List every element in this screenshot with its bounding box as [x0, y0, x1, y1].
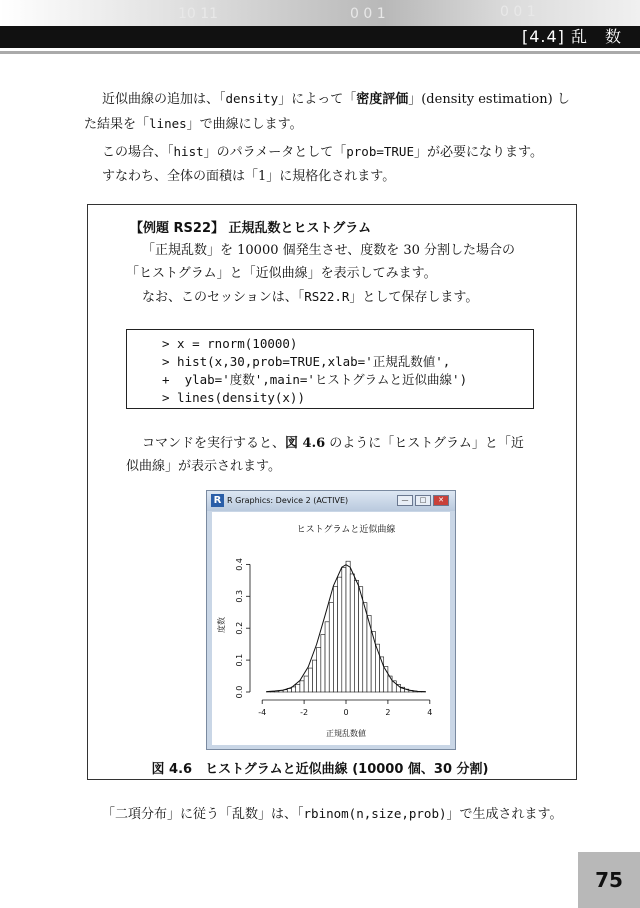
x-tick-label: 2 [385, 708, 391, 717]
window-titlebar[interactable] [207, 491, 455, 511]
y-tick-label: 0.4 [235, 558, 244, 571]
x-tick-label: 0 [343, 708, 349, 717]
code-line: > hist(x,30,prob=TRUE,xlab='正規乱数値', [162, 354, 451, 369]
x-tick-label: -2 [300, 708, 309, 717]
r-graphics-window[interactable] [206, 490, 456, 750]
histogram-bar [363, 603, 367, 692]
header-background [0, 0, 640, 26]
window-title: R Graphics: Device 2 (ACTIVE) [227, 496, 349, 505]
minimize-button[interactable]: — [397, 495, 413, 506]
page-number: 75 [595, 868, 623, 892]
example-text-line-3: なお、このセッションは、「RS22.R」として保存します。 [142, 289, 479, 305]
histogram-bar [329, 603, 333, 692]
intro-paragraph-2: この場合、「hist」のパラメータとして「prob=TRUE」が必要になります。 [102, 144, 543, 160]
y-tick-label: 0.0 [235, 685, 244, 699]
intro-paragraph-1-cont: た結果を「lines」で曲線にします。 [84, 116, 303, 132]
histogram-bar [312, 660, 316, 692]
inline-code: rbinom(n,size,prob) [303, 806, 447, 821]
inline-code: hist [173, 144, 204, 159]
histogram-bar [292, 687, 296, 692]
header-decor-digits: 0 0 1 [350, 6, 386, 22]
histogram-chart [212, 512, 450, 745]
plot-canvas [212, 512, 450, 745]
histogram-bar [359, 587, 363, 692]
histogram-bar [321, 635, 325, 692]
bold-term: 密度評価 [356, 92, 409, 107]
histogram-bar [388, 676, 392, 692]
x-tick-label: -4 [258, 708, 267, 717]
header-decor-digits: 10 11 [178, 6, 219, 22]
histogram-bar [354, 580, 358, 692]
header-decor-digits: 0 0 1 [500, 4, 536, 20]
chart-title: ヒストグラムと近似曲線 [296, 525, 396, 535]
histogram-bar [300, 681, 304, 692]
inline-code: prob=TRUE [346, 144, 414, 159]
code-line: + ylab='度数',main='ヒストグラムと近似曲線') [162, 372, 468, 387]
closing-paragraph: 「二項分布」に従う「乱数」は、「rbinom(n,size,prob)」で生成されます。 [102, 806, 563, 822]
figure-ref: 図 4.6 [285, 436, 326, 451]
r-logo-icon: R [211, 494, 224, 507]
example-after-text-2: 似曲線」が表示されます。 [126, 459, 281, 474]
x-axis-label: 正規乱数値 [326, 729, 366, 738]
intro-paragraph-1: 近似曲線の追加は、「density」によって「密度評価」(density estimation) し [102, 91, 570, 107]
y-tick-label: 0.1 [235, 653, 244, 667]
histogram-bar [346, 561, 350, 692]
example-after-text-1: コマンドを実行すると、図 4.6 のように「ヒストグラム」と「近 [142, 436, 524, 451]
histogram-bar [333, 587, 337, 692]
code-line: > x = rnorm(10000) [162, 336, 298, 351]
histogram-bar [338, 577, 342, 692]
inline-code: density [225, 91, 279, 106]
histogram-bar [342, 568, 346, 692]
histogram-bar [375, 644, 379, 692]
intro-paragraph-3: すなわち、全体の面積は「1」に規格化されます。 [102, 169, 396, 184]
example-text-line-2: 「ヒストグラム」と「近似曲線」を表示してみます。 [126, 266, 437, 281]
histogram-bar [350, 574, 354, 692]
y-axis-label: 度数 [217, 617, 226, 633]
histogram-bar [317, 647, 321, 692]
maximize-button[interactable]: □ [415, 495, 431, 506]
code-line: > lines(density(x)) [162, 390, 305, 405]
section-title: [4.4] 乱 数 [521, 27, 622, 46]
histogram-bar [296, 684, 300, 692]
inline-code: lines [149, 116, 187, 131]
close-button[interactable]: ✕ [433, 495, 449, 506]
histogram-bar [308, 668, 312, 692]
histogram-bar [325, 622, 329, 692]
example-heading: 【例題 RS22】 正規乱数とヒストグラム [130, 221, 372, 236]
figure-caption: 図 4.6 ヒストグラムと近似曲線 (10000 個、30 分割) [151, 762, 489, 777]
header-rule [0, 51, 640, 54]
x-tick-label: 4 [427, 708, 433, 717]
histogram-bar [304, 676, 308, 692]
y-tick-label: 0.3 [235, 589, 244, 603]
y-tick-label: 0.2 [235, 621, 244, 635]
example-text-line-1: 「正規乱数」を 10000 個発生させ、度数を 30 分割した場合の [142, 243, 516, 258]
inline-code: RS22.R [304, 289, 350, 304]
